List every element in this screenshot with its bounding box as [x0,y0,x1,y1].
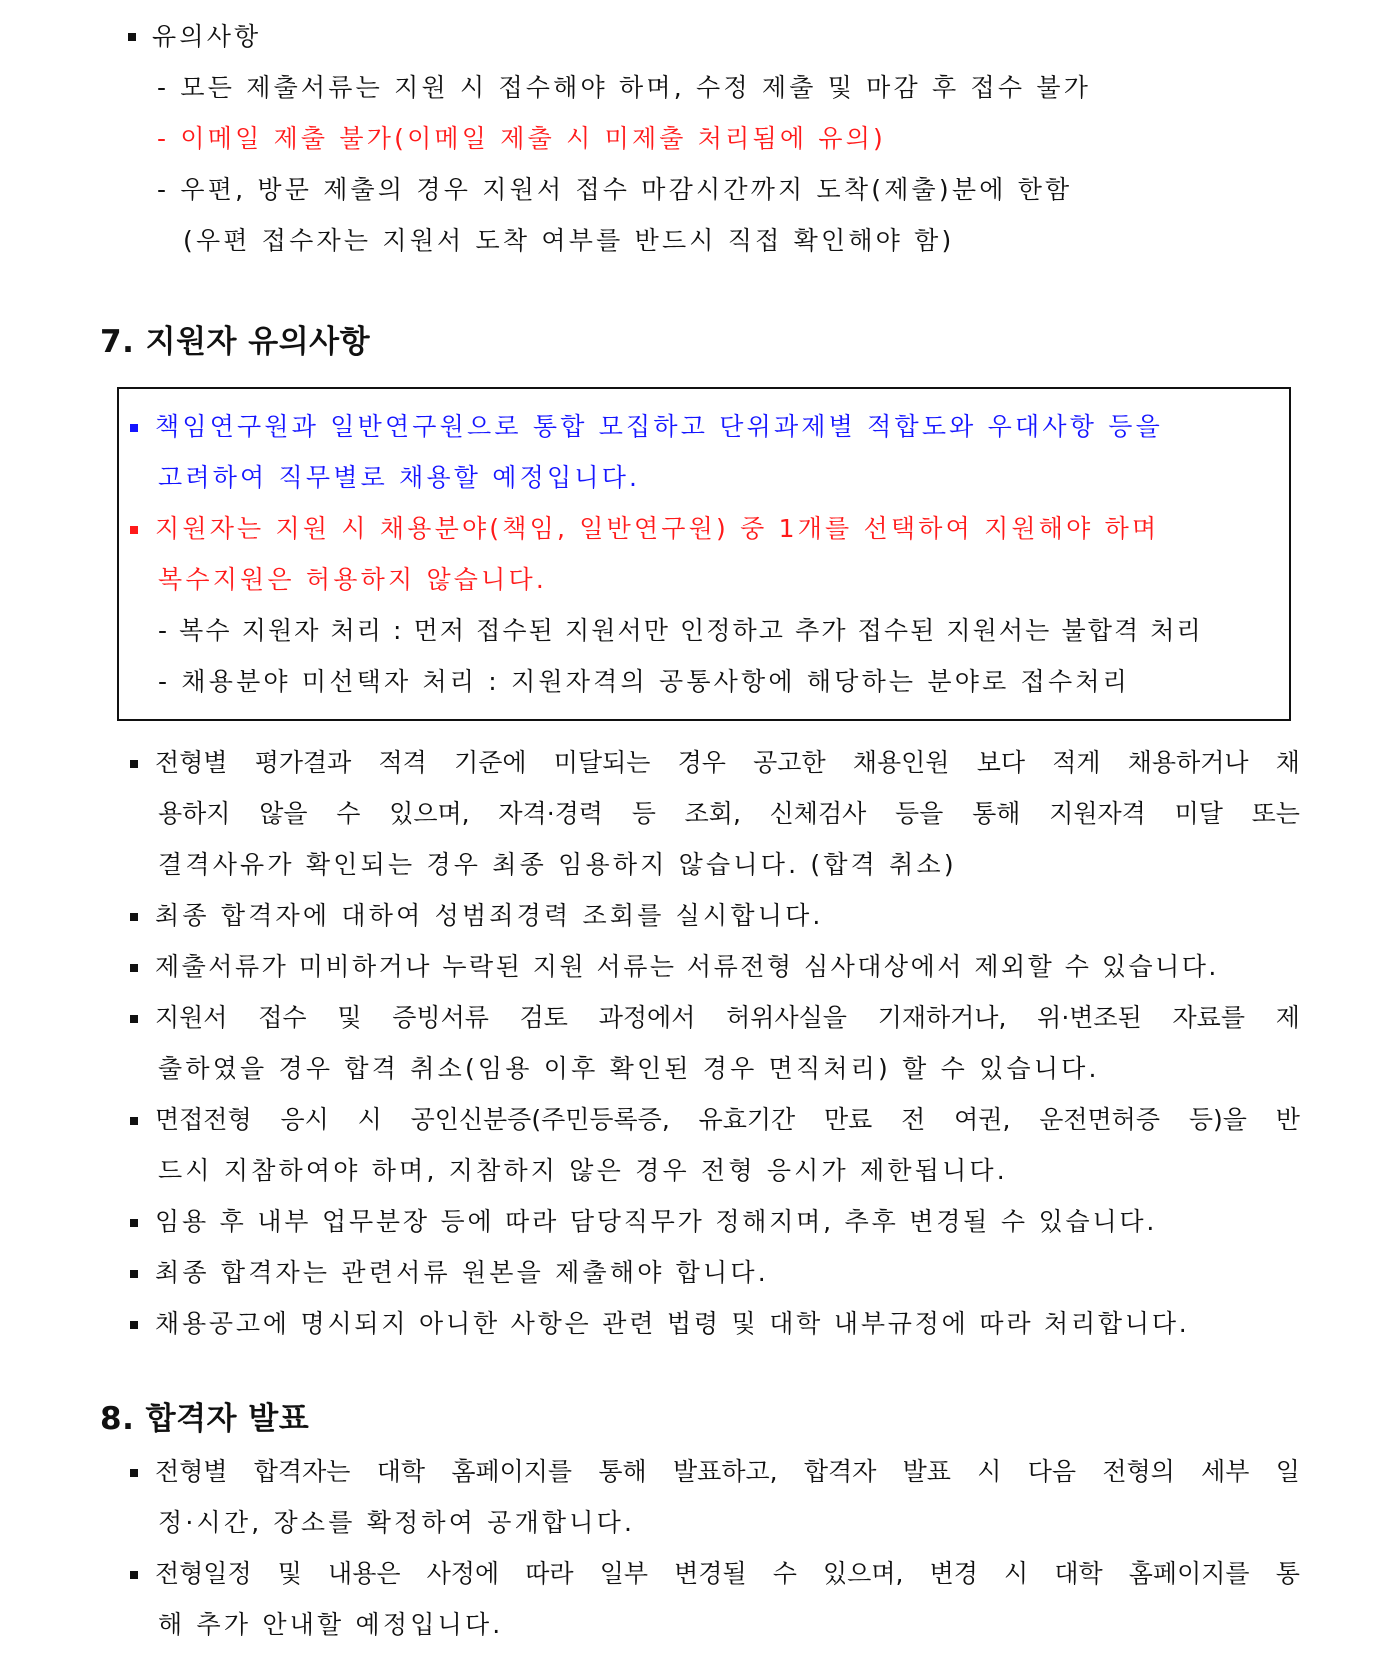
notes-bullet [128,33,136,41]
section-7-item-7-bullet [130,1270,138,1278]
section-7-item-4-line-2: 출하였을 경우 합격 취소(임용 이후 확인된 경우 면직처리) 할 수 있습니다. [158,1054,1100,1083]
section-7-item-3-bullet [130,964,138,972]
section-7-item-5-line-1: 면접전형 응시 시 공인신분증(주민등록증, 유효기간 만료 전 여권, 운전면허증 등)을 반 [155,1105,1300,1134]
notice-red-line-2: 복수지원은 허용하지 않습니다. [158,565,547,594]
section-7-title: 7. 지원자 유의사항 [100,324,371,360]
notes-item-1: - 모든 제출서류는 지원 시 접수해야 하며, 수정 제출 및 마감 후 접수 불가 [157,73,1092,102]
notice-red-line-1: 지원자는 지원 시 채용분야(책임, 일반연구원) 중 1개를 선택하여 지원해야 하며 [155,514,1160,543]
notice-blue-line-1: 책임연구원과 일반연구원으로 통합 모집하고 단위과제별 적합도와 우대사항 등을 [155,412,1163,441]
section-8-item-2-bullet [130,1571,138,1579]
section-7-item-5-line-2: 드시 지참하여야 하며, 지참하지 않은 경우 전형 응시가 제한됩니다. [158,1156,1008,1185]
section-8-item-2-line-2: 해 추가 안내할 예정입니다. [158,1610,504,1639]
section-7-item-1-line-2: 용하지 않을 수 있으며, 자격·경력 등 조회, 신체검사 등을 통해 지원자격 미달 또는 [158,799,1300,828]
section-7-item-7-line-1: 최종 합격자는 관련서류 원본을 제출해야 합니다. [155,1258,769,1287]
notice-blue-line-2: 고려하여 직무별로 채용할 예정입니다. [158,463,641,492]
notice-sub-1: - 복수 지원자 처리 : 먼저 접수된 지원서만 인정하고 추가 접수된 지원서는 불합격 처리 [158,616,1203,645]
section-7-item-3-line-1: 제출서류가 미비하거나 누락된 지원 서류는 서류전형 심사대상에서 제외할 수 있습니다. [155,952,1219,981]
notes-item-2: - 이메일 제출 불가(이메일 제출 시 미제출 처리됨에 유의) [157,124,887,153]
section-7-item-4-bullet [130,1015,138,1023]
section-8-title: 8. 합격자 발표 [100,1401,310,1437]
section-7-item-1-line-1: 전형별 평가결과 적격 기준에 미달되는 경우 공고한 채용인원 보다 적게 채용하거나 채 [155,748,1300,777]
notice-sub-2: - 채용분야 미선택자 처리 : 지원자격의 공통사항에 해당하는 분야로 접수처리 [158,667,1131,696]
notes-item-3: - 우편, 방문 제출의 경우 지원서 접수 마감시간까지 도착(제출)분에 한함 [157,175,1073,204]
section-8-item-1-bullet [130,1469,138,1477]
section-7-item-8-line-1: 채용공고에 명시되지 아니한 사항은 관련 법령 및 대학 내부규정에 따라 처리합니다. [155,1309,1190,1338]
section-7-item-2-line-1: 최종 합격자에 대하여 성범죄경력 조회를 실시합니다. [155,901,824,930]
notes-item-4: (우편 접수자는 지원서 도착 여부를 반드시 직접 확인해야 함) [183,226,955,255]
section-7-item-1-bullet [130,760,138,768]
section-7-item-2-bullet [130,913,138,921]
section-7-item-5-bullet [130,1117,138,1125]
section-8-item-1-line-1: 전형별 합격자는 대학 홈페이지를 통해 발표하고, 합격자 발표 시 다음 전형의 세부 일 [155,1457,1300,1486]
section-7-item-6-bullet [130,1219,138,1227]
section-7-item-6-line-1: 임용 후 내부 업무분장 등에 따라 담당직무가 정해지며, 추후 변경될 수 있습니다. [155,1207,1158,1236]
section-7-item-4-line-1: 지원서 접수 및 증빙서류 검토 과정에서 허위사실을 기재하거나, 위·변조된 자료를 제 [155,1003,1300,1032]
section-8-item-1-line-2: 정·시간, 장소를 확정하여 공개합니다. [158,1508,636,1537]
notice-blue-bullet [130,424,138,432]
notes-heading: 유의사항 [152,22,262,51]
section-7-item-1-line-3: 결격사유가 확인되는 경우 최종 임용하지 않습니다. (합격 취소) [158,850,957,879]
notice-red-bullet [130,526,138,534]
section-8-item-2-line-1: 전형일정 및 내용은 사정에 따라 일부 변경될 수 있으며, 변경 시 대학 홈페이지를 통 [155,1559,1300,1588]
section-7-item-8-bullet [130,1321,138,1329]
